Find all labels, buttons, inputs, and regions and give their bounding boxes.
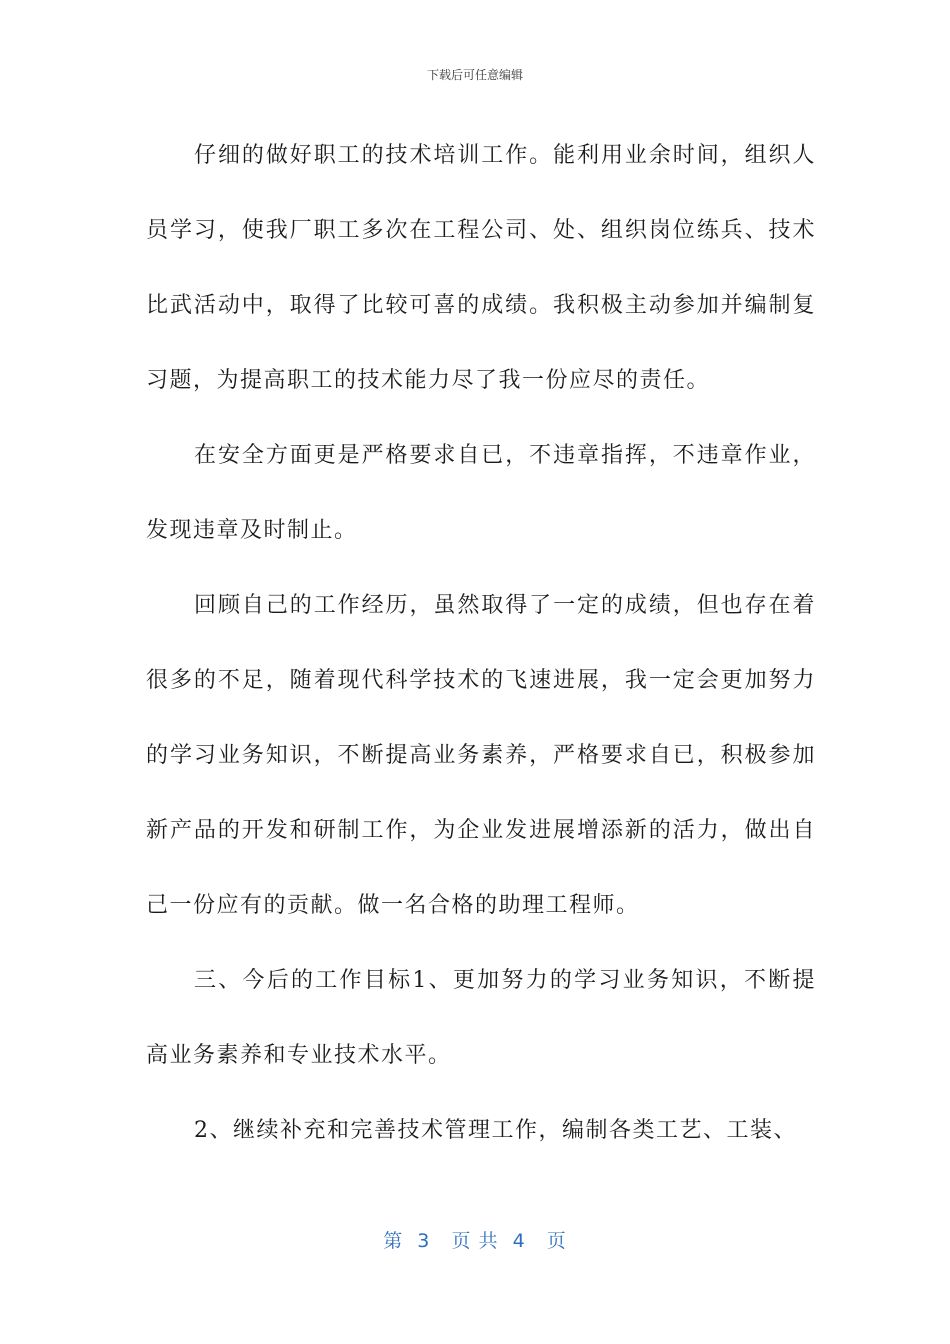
page-number-footer: 第 3 页 共 4 页	[383, 1230, 567, 1252]
document-body	[146, 118, 816, 1168]
paragraph-goal-2: 2、继续补充和完善技术管理工作，编制各类工艺、工装、	[194, 1118, 797, 1143]
paragraph-review: 回顾自己的工作经历，虽然取得了一定的成绩，但也存在着很多的不足，随着现代科学技术的飞速进展，我一定会更加努力的学习业务知识，不断提高业务素养，严格要求自已，积极参加新产品的开发和研制工作，为企业发进展增添新的活力，做出自己一份应有的贡献。做一名合格的助理工程师。	[146, 593, 816, 918]
paragraph-goals: 三、今后的工作目标1、更加努力的学习业务知识，不断提高业务素养和专业技术水平。	[146, 968, 816, 1068]
paragraph-safety: 在安全方面更是严格要求自已，不违章指挥，不违章作业，发现违章及时制止。	[146, 443, 816, 543]
paragraph-training: 仔细的做好职工的技术培训工作。能利用业余时间，组织人员学习，使我厂职工多次在工程公司、处、组织岗位练兵、技术比武活动中，取得了比较可喜的成绩。我积极主动参加并编制复习题，为提高职工的技术能力尽了我一份应尽的责任。	[146, 143, 816, 393]
page-header-note: 下载后可任意编辑	[426, 68, 523, 82]
